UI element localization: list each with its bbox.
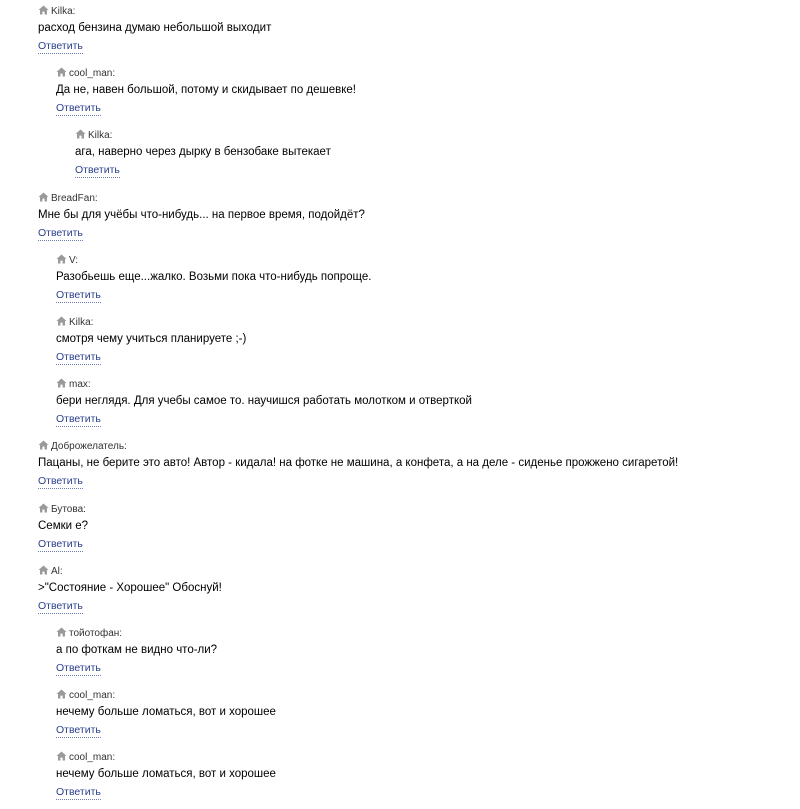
comment-text: нечему больше ломаться, вот и хорошее bbox=[56, 706, 276, 718]
home-icon[interactable] bbox=[38, 503, 49, 513]
home-icon[interactable] bbox=[56, 378, 67, 388]
reply-link[interactable]: Ответить bbox=[56, 289, 101, 301]
comment-item bbox=[38, 440, 800, 489]
reply-link[interactable]: Ответить bbox=[38, 600, 83, 612]
comment-author: Доброжелатель: bbox=[51, 441, 127, 452]
comment-item bbox=[56, 378, 800, 427]
comment-item bbox=[38, 5, 800, 54]
comment-author: Kilka: bbox=[69, 317, 94, 328]
comment-text: бери неглядя. Для учебы самое то. научишся работать молотком и отверткой bbox=[56, 395, 472, 407]
home-icon[interactable] bbox=[38, 5, 49, 15]
home-icon[interactable] bbox=[56, 689, 67, 699]
comment-author-line bbox=[38, 565, 800, 578]
reply-link[interactable]: Ответить bbox=[56, 662, 101, 674]
home-icon[interactable] bbox=[75, 129, 86, 139]
comment-item bbox=[38, 503, 800, 552]
reply-link[interactable]: Ответить bbox=[38, 227, 83, 239]
comment-author: cool_man: bbox=[69, 68, 116, 79]
comment-author: тойотофан: bbox=[69, 628, 123, 639]
comment-text: >"Состояние - Хорошее" Обоснуй! bbox=[38, 582, 222, 594]
comment-author-line bbox=[38, 5, 800, 18]
comment-item bbox=[38, 192, 800, 241]
reply-link[interactable]: Ответить bbox=[38, 475, 83, 487]
comment-author-line bbox=[56, 689, 800, 702]
comment-text: смотря чему учиться планируете ;-) bbox=[56, 333, 247, 345]
comment-text: расход бензина думаю небольшой выходит bbox=[38, 22, 272, 34]
comment-text: Разобьешь еще...жалко. Возьми пока что-нибудь попроще. bbox=[56, 271, 372, 283]
comment-item bbox=[56, 689, 800, 738]
home-icon[interactable] bbox=[56, 67, 67, 77]
comment-author-line bbox=[56, 67, 800, 80]
comment-author-line bbox=[38, 192, 800, 205]
comment-item bbox=[56, 254, 800, 303]
comment-author-line bbox=[75, 129, 800, 142]
home-icon[interactable] bbox=[56, 254, 67, 264]
reply-link[interactable]: Ответить bbox=[38, 538, 83, 550]
comment-text: нечему больше ломаться, вот и хорошее bbox=[56, 768, 276, 780]
comment-author-line bbox=[38, 503, 800, 516]
comment-item bbox=[56, 67, 800, 116]
comment-author-line bbox=[56, 751, 800, 764]
comment-text: а по фоткам не видно что-ли? bbox=[56, 644, 218, 656]
home-icon[interactable] bbox=[38, 192, 49, 202]
comment-author: cool_man: bbox=[69, 690, 116, 701]
comment-text: Пацаны, не берите это авто! Автор - кидала! на фотке не машина, а конфета, а на деле - сиденье прожжено сигаретой! bbox=[38, 457, 679, 469]
home-icon[interactable] bbox=[38, 440, 49, 450]
reply-link[interactable]: Ответить bbox=[56, 786, 101, 798]
comment-item bbox=[56, 627, 800, 676]
comment-author: Бутова: bbox=[51, 504, 86, 515]
reply-link[interactable]: Ответить bbox=[75, 164, 120, 176]
comment-text: Мне бы для учёбы что-нибудь... на первое время, подойдёт? bbox=[38, 209, 365, 221]
comment-item bbox=[56, 751, 800, 800]
comment-author-line bbox=[38, 440, 800, 453]
home-icon[interactable] bbox=[56, 316, 67, 326]
comment-author: Al: bbox=[51, 566, 63, 577]
comment-text: Семки е? bbox=[38, 520, 89, 532]
comment-text: ага, наверно через дырку в бензобаке вытекает bbox=[75, 146, 331, 158]
home-icon[interactable] bbox=[56, 627, 67, 637]
home-icon[interactable] bbox=[56, 751, 67, 761]
comment-author-line bbox=[56, 378, 800, 391]
comment-item bbox=[75, 129, 800, 178]
reply-link[interactable]: Ответить bbox=[38, 40, 83, 52]
comment-author: max: bbox=[69, 379, 91, 390]
reply-link[interactable]: Ответить bbox=[56, 351, 101, 363]
reply-link[interactable]: Ответить bbox=[56, 102, 101, 114]
comment-text: Да не, навен большой, потому и скидывает по дешевке! bbox=[56, 84, 356, 96]
comment-author: V: bbox=[69, 255, 79, 266]
comment-item bbox=[38, 565, 800, 614]
comment-author: BreadFan: bbox=[51, 193, 98, 204]
home-icon[interactable] bbox=[38, 565, 49, 575]
comment-item bbox=[56, 316, 800, 365]
comment-author: Kilka: bbox=[51, 6, 76, 17]
comment-author-line bbox=[56, 316, 800, 329]
comment-author: Kilka: bbox=[88, 130, 113, 141]
comment-author: cool_man: bbox=[69, 752, 116, 763]
comment-author-line bbox=[56, 627, 800, 640]
reply-link[interactable]: Ответить bbox=[56, 724, 101, 736]
comment-author-line bbox=[56, 254, 800, 267]
reply-link[interactable]: Ответить bbox=[56, 413, 101, 425]
